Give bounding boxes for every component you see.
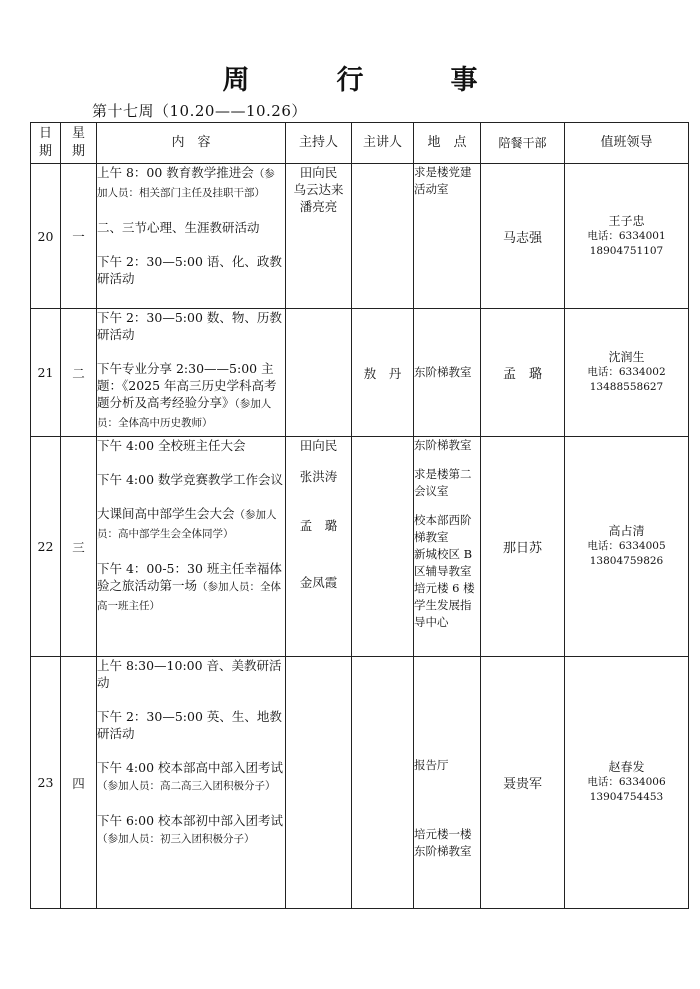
event-text: 下午 6:00 校本部初中部入团考试 bbox=[97, 813, 284, 828]
event-item bbox=[97, 219, 285, 236]
event-text: 下午 2：30—5:00 数、物、历教研活动 bbox=[97, 310, 282, 342]
host-name: 田向民 bbox=[299, 165, 338, 180]
header-date: 日期 bbox=[31, 123, 61, 164]
content-cell bbox=[97, 164, 286, 309]
host-cell bbox=[286, 657, 352, 909]
content-cell bbox=[97, 437, 286, 657]
speaker-name: 敖 丹 bbox=[363, 365, 402, 381]
event-text: 大课间高中部学生会大会 bbox=[97, 506, 235, 521]
event-item bbox=[97, 759, 285, 795]
header-content: 内 容 bbox=[97, 123, 286, 164]
duty-phone: 电话：6334002 bbox=[587, 366, 666, 378]
location-name: 求是楼第二会议室 bbox=[414, 467, 472, 498]
header-speaker: 主讲人 bbox=[352, 123, 414, 164]
schedule-table bbox=[30, 122, 689, 909]
accompany-name: 马志强 bbox=[502, 230, 542, 246]
duty-phone: 电话：6334005 bbox=[587, 540, 666, 552]
duty-leader-name: 王子忠 bbox=[608, 213, 645, 228]
event-text: 下午 2：30—5:00 语、化、政教研活动 bbox=[97, 254, 282, 286]
accompany-cell bbox=[481, 657, 565, 909]
duty-mobile: 13488558627 bbox=[589, 381, 664, 393]
duty-phone: 电话：6334006 bbox=[587, 776, 666, 788]
table-row bbox=[31, 309, 689, 437]
event-text: 下午专业分享 2:30——5:00 主题：《2025 年高三历史学科高考题分析及高考经验分享》 bbox=[97, 361, 277, 410]
duty-phone: 电话：6334001 bbox=[587, 229, 666, 242]
duty-leader-name: 沈润生 bbox=[608, 350, 645, 364]
accompany-cell bbox=[481, 164, 565, 309]
date-cell bbox=[31, 437, 61, 657]
duty-mobile: 18904751107 bbox=[589, 244, 664, 257]
host-name: 田向民 bbox=[299, 438, 338, 453]
event-text: 上午 8：00 教育教学推进会 bbox=[97, 165, 254, 180]
event-item bbox=[97, 360, 285, 432]
date-cell bbox=[31, 309, 61, 437]
weekday-cell bbox=[61, 164, 97, 309]
table-row bbox=[31, 657, 689, 909]
speaker-cell bbox=[352, 164, 414, 309]
speaker-cell bbox=[352, 657, 414, 909]
date-cell bbox=[31, 164, 61, 309]
weekday-cell bbox=[61, 657, 97, 909]
duty-cell bbox=[565, 164, 689, 309]
event-item bbox=[97, 560, 285, 615]
week-subtitle: 第十七周（10.20——10.26） bbox=[92, 102, 307, 120]
event-participants: （参加人员：全体高一班主任） bbox=[97, 581, 282, 612]
content-cell bbox=[97, 657, 286, 909]
event-participants: （参加人员：全体高中历史教师） bbox=[97, 398, 272, 429]
weekday-value: 三 bbox=[72, 539, 85, 555]
event-text: 上午 8:30—10:00 音、美教研活动 bbox=[97, 658, 282, 690]
page-title: 周 行 事 bbox=[222, 65, 508, 96]
location-name: 新城校区 B 区辅导教室 bbox=[414, 547, 473, 578]
event-participants: （参加人员：高中部学生会全体同学） bbox=[97, 509, 277, 540]
location-name: 校本部西阶梯教室 bbox=[414, 513, 472, 544]
date-value: 20 bbox=[37, 228, 54, 244]
location-name: 培元楼 6 楼学生发展指导中心 bbox=[414, 581, 475, 629]
duty-leader-name: 赵春发 bbox=[608, 760, 645, 774]
event-item bbox=[97, 309, 285, 343]
weekday-value: 一 bbox=[72, 229, 85, 244]
date-cell bbox=[31, 657, 61, 909]
duty-cell bbox=[565, 437, 689, 657]
event-item bbox=[97, 164, 285, 202]
event-text: 下午 4:00 数学竞赛教学工作会议 bbox=[97, 472, 284, 487]
accompany-name: 那日苏 bbox=[502, 541, 542, 556]
location-name: 报告厅 bbox=[414, 758, 449, 772]
event-item bbox=[97, 812, 285, 848]
host-name: 乌云达来 bbox=[293, 182, 344, 197]
event-item bbox=[97, 657, 285, 691]
header-weekday: 星期 bbox=[61, 123, 97, 164]
header-host: 主持人 bbox=[286, 123, 352, 164]
accompany-cell bbox=[481, 309, 565, 437]
event-participants: （参加人员：高二高三入团积极分子） bbox=[97, 780, 276, 792]
host-name: 孟 璐 bbox=[299, 518, 338, 533]
event-text: 下午 4:00 全校班主任大会 bbox=[97, 438, 246, 453]
event-text: 下午 4:00 校本部高中部入团考试 bbox=[97, 760, 284, 775]
accompany-cell bbox=[481, 437, 565, 657]
location-name: 求是楼党建活动室 bbox=[414, 165, 472, 196]
accompany-name: 聂贵军 bbox=[502, 777, 542, 792]
content-cell bbox=[97, 309, 286, 437]
host-cell bbox=[286, 164, 352, 309]
event-text: 下午 2：30—5:00 英、生、地教研活动 bbox=[97, 709, 282, 741]
event-item bbox=[97, 505, 285, 543]
host-name: 潘亮亮 bbox=[299, 199, 338, 214]
date-value: 23 bbox=[37, 775, 54, 790]
event-item bbox=[97, 708, 285, 742]
event-item bbox=[97, 471, 285, 488]
duty-mobile: 13904754453 bbox=[589, 791, 664, 803]
header-location: 地 点 bbox=[414, 123, 481, 164]
host-cell bbox=[286, 309, 352, 437]
table-row bbox=[31, 164, 689, 309]
location-name: 培元楼一楼东阶梯教室 bbox=[414, 827, 472, 858]
weekday-value: 四 bbox=[72, 775, 85, 791]
weekday-cell bbox=[61, 437, 97, 657]
date-value: 22 bbox=[37, 539, 54, 554]
weekday-value: 二 bbox=[72, 365, 85, 381]
location-cell bbox=[414, 164, 481, 309]
event-text: 下午 4：00-5：30 班主任幸福体验之旅活动第一场 bbox=[97, 561, 282, 593]
host-name: 金凤霞 bbox=[299, 575, 338, 590]
duty-cell bbox=[565, 309, 689, 437]
speaker-cell bbox=[352, 309, 414, 437]
host-cell bbox=[286, 437, 352, 657]
accompany-name: 孟 璐 bbox=[502, 367, 542, 382]
event-item bbox=[97, 253, 285, 287]
header-duty: 值班领导 bbox=[565, 123, 689, 164]
speaker-cell bbox=[352, 437, 414, 657]
header-row bbox=[31, 123, 689, 164]
event-participants: （参加人员：初三入团积极分子） bbox=[97, 833, 255, 845]
date-value: 21 bbox=[37, 365, 54, 380]
location-cell bbox=[414, 437, 481, 657]
duty-cell bbox=[565, 657, 689, 909]
location-cell bbox=[414, 657, 481, 909]
table-row bbox=[31, 437, 689, 657]
weekday-cell bbox=[61, 309, 97, 437]
duty-mobile: 13804759826 bbox=[589, 555, 664, 567]
location-name: 东阶梯教室 bbox=[414, 438, 472, 452]
event-text: 二、三节心理、生涯教研活动 bbox=[97, 220, 260, 235]
host-name: 张洪涛 bbox=[299, 469, 338, 484]
duty-leader-name: 高占清 bbox=[608, 524, 645, 538]
location-name: 东阶梯教室 bbox=[414, 365, 472, 379]
location-cell bbox=[414, 309, 481, 437]
event-item bbox=[97, 437, 285, 454]
header-accompany: 陪餐干部 bbox=[481, 123, 565, 164]
event-participants: （参加人员：相关部门主任及挂职干部） bbox=[97, 168, 275, 199]
